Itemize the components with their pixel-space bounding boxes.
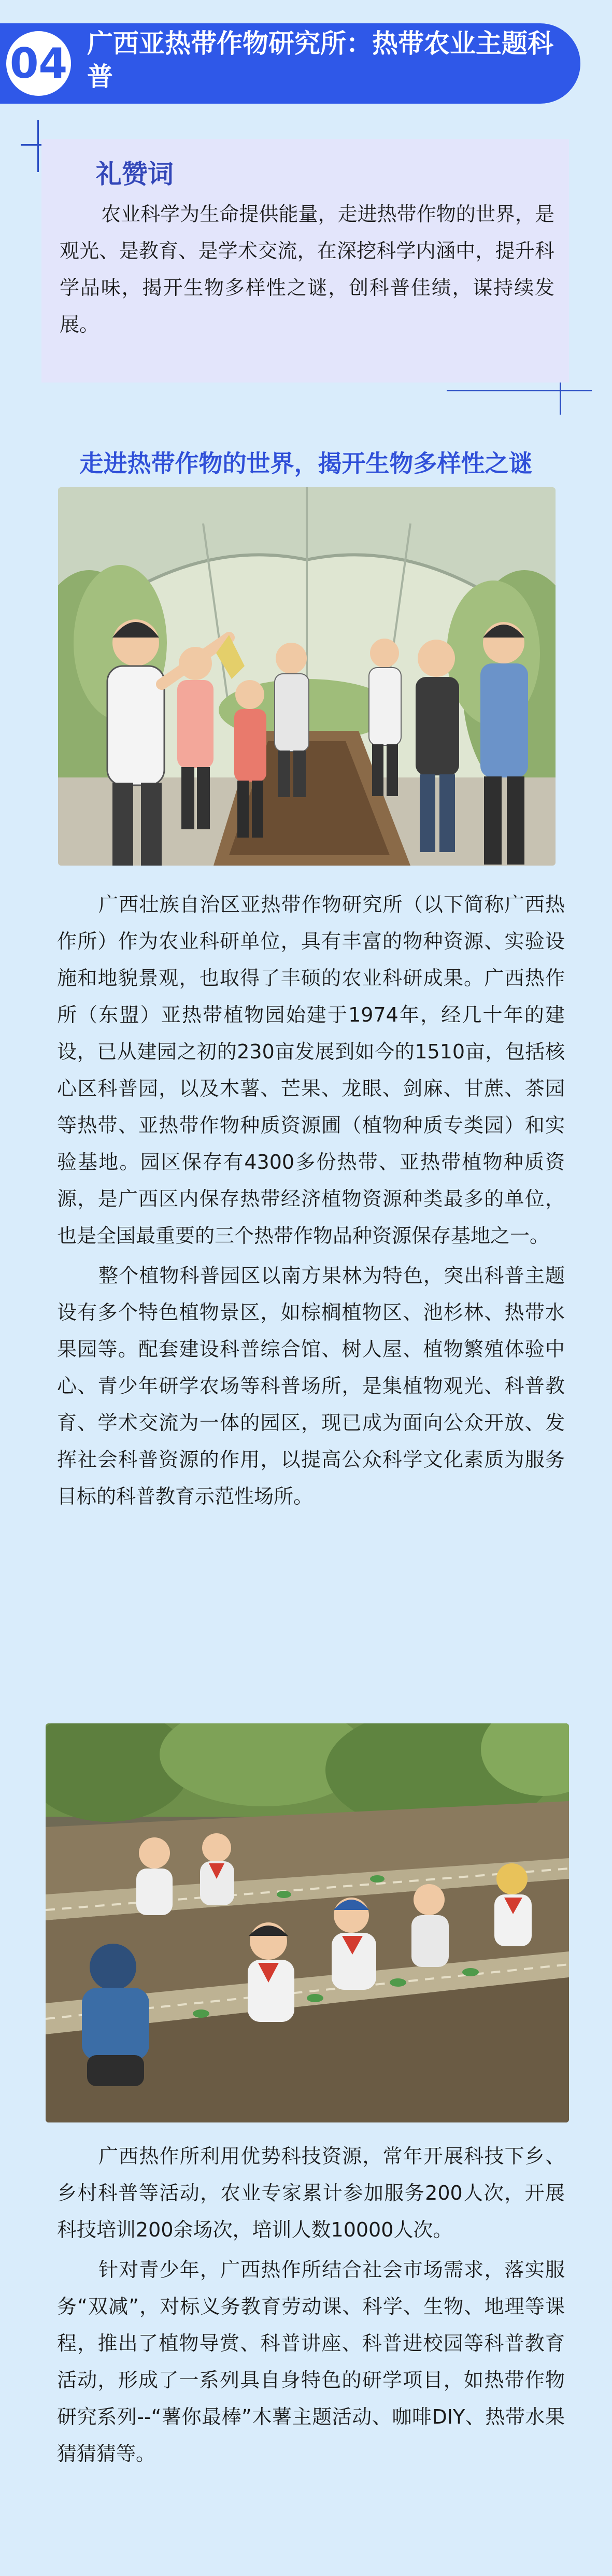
- decor-line: [447, 390, 592, 391]
- greenhouse-illustration: [58, 487, 556, 866]
- intro-heading: 礼赞词: [96, 159, 174, 189]
- paragraph: 针对青少年，广西热作所结合社会市场需求，落实服务“双减”，对标义务教育劳动课、科学、生物、地理等课程，推出了植物导赏、科普讲座、科普进校园等科普教育活动，形成了一系列具自身特色的研学项目，如热带作物研究系列--“薯你最棒”木薯主题活动、咖啡DIY、热带水果猜猜猜等。: [57, 2258, 565, 2465]
- paragraph: 整个植物科普园区以南方果林为特色，突出科普主题设有多个特色植物景区，如棕榈植物区、池杉林、热带水果园等。配套建设科普综合馆、树人屋、植物繁殖体验中心、青少年研学农场等科普场所，是集植物观光、科普教育、学术交流为一体的园区，现已成为面向公众开放、发挥社会科普资源的作用，以提高公众科学文化素质为服务目标的科普教育示范性场所。: [57, 1264, 565, 1508]
- intro-box: [41, 139, 569, 383]
- page-title: 广西亚热带作物研究所：热带农业主题科普: [87, 29, 553, 92]
- paragraph: 广西壮族自治区亚热带作物研究所（以下简称广西热作所）作为农业科研单位，具有丰富的物种资源、实验设施和地貌景观，也取得了丰硕的农业科研成果。广西热作所（东盟）亚热带植物园始建于1974年，经几十年的建设，已从建园之初的230亩发展到如今的1510亩，包括核心区科普园，以及木薯、芒果、龙眼、剑麻、甘蔗、茶园等热带、亚热带作物种质资源圃（植物种质专类园）和实验基地。园区保存有4300多份热带、亚热带植物种质资源，是广西区内保存热带经济植物资源种类最多的单位，也是全国最重要的三个热带作物品种资源保存基地之一。: [57, 893, 565, 1247]
- field-planting-illustration: [46, 1723, 569, 2122]
- section-number-badge: 04: [6, 31, 71, 96]
- paragraph: 广西热作所利用优势科技资源，常年开展科技下乡、乡村科普等活动，农业专家累计参加服务200人次，开展科技培训200余场次，培训人数10000人次。: [57, 2145, 565, 2241]
- intro-text: 农业科学为生命提供能量，走进热带作物的世界，是观光、是教育、是学术交流，在深挖科学内涵中，提升科学品味，揭开生物多样性之谜，创科普佳绩，谋持续发展。: [60, 203, 554, 336]
- body-text-section-a: [57, 886, 565, 1518]
- section-title: 走进热带作物的世界，揭开生物多样性之谜: [79, 449, 533, 477]
- decor-line: [37, 120, 39, 172]
- body-text-section-b: [57, 2138, 565, 2475]
